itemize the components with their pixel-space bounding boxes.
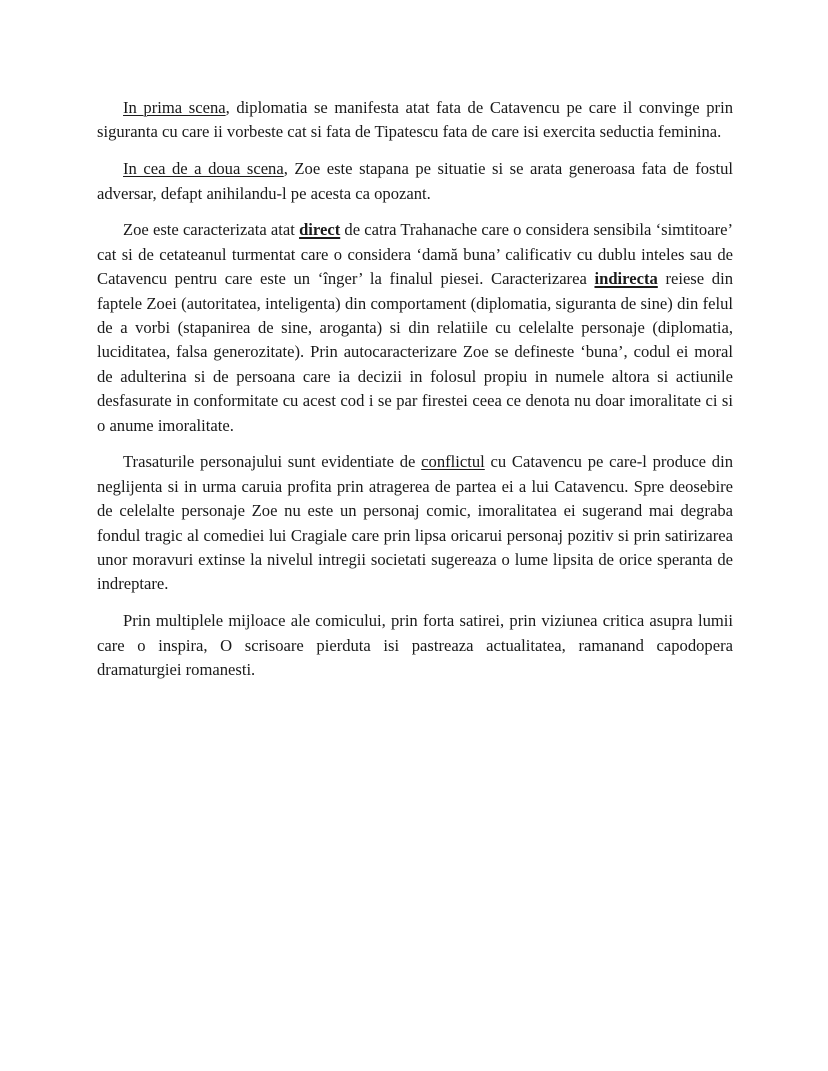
underlined-term-conflict: conflictul	[421, 452, 485, 472]
bold-term-indirect: indirecta	[594, 269, 658, 289]
document-page	[97, 96, 733, 695]
paragraph-text: de catra Trahanache care o considera sensibila ‘simtitoare’ cat si de cetateanul turmentat care o considera ‘damă buna’ calificativ cu dublu inteles sau de Catavencu pentru care este un ‘înger’ la finalul piesei. Caracterizarea	[97, 220, 733, 289]
underlined-phrase-second-scene: In cea de a doua scena	[123, 159, 284, 179]
paragraph-text: Trasaturile personajului sunt evidentiate de	[123, 452, 422, 472]
paragraph-characterization	[97, 218, 733, 438]
paragraph-second-scene	[97, 157, 733, 206]
paragraph-text: Zoe este caracterizata atat	[123, 220, 300, 240]
bold-term-direct: direct	[299, 220, 341, 240]
paragraph-first-scene	[97, 96, 733, 145]
paragraph-conclusion	[97, 609, 733, 682]
paragraph-text: , diplomatia se manifesta atat fata de Catavencu pe care il convinge prin siguranta cu care ii vorbeste cat si fata de Tipatescu fata de care isi exercita seductia feminina.	[97, 98, 733, 142]
paragraph-text: , Zoe este stapana pe situatie si se arata generoasa fata de fostul adversar, defapt anihilandu-l pe acesta ca opozant.	[97, 159, 733, 203]
paragraph-text: cu Catavencu pe care-l produce din neglijenta si in urma caruia profita prin atragerea de partea ei a lui Catavencu. Spre deosebire de celelalte personaje Zoe nu este un personaj comic, imoralitatea ei sugerand mai degraba fondul tragic al comediei lui Cragiale care prin lipsa oricarui personaj pozitiv si prin satirizarea unor moravuri extinse la nivelul intregii societati sugereaza o lume lipsita de orice speranta de indreptare.	[97, 452, 734, 594]
paragraph-text: reiese din faptele Zoei (autoritatea, inteligenta) din comportament (diplomatia, siguranta de sine) din felul de a vorbi (stapanirea de sine, aroganta) si din relatiile cu celelalte personaje (diplomatia, luciditatea, falsa generozitate). Prin autocaracterizare Zoe se defineste ‘buna’, codul ei moral de adulterina si de persoana care ia decizii in folosul propiu in numele altora si actiunile desfasurate in conformitate cu acest cod i se par firestei ceea ce denota nu doar imoralitate ci si o anume imoralitate.	[97, 269, 733, 435]
paragraph-traits	[97, 450, 733, 596]
paragraph-text: Prin multiplele mijloace ale comicului, prin forta satirei, prin viziunea critica asupra lumii care o inspira, O scrisoare pierduta isi pastreaza actualitatea, ramanand capodopera dramaturgiei romanesti.	[97, 611, 733, 680]
underlined-phrase-first-scene: In prima scena	[123, 98, 226, 117]
